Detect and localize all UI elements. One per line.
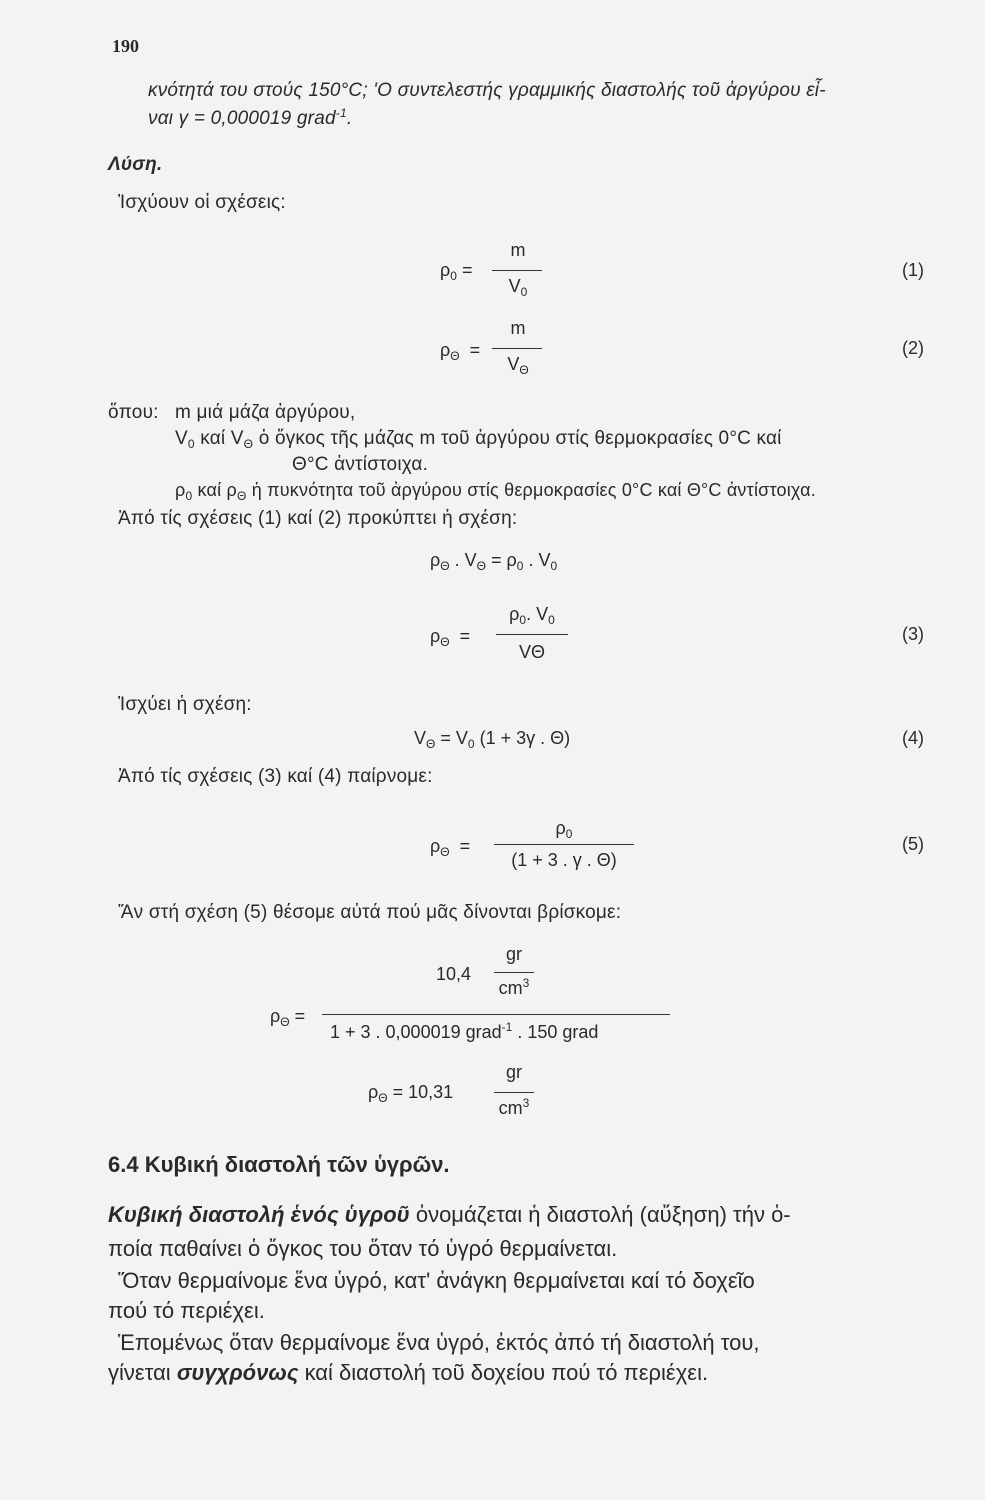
where-line-3: Θ°C ἀντίστοιχα.	[292, 454, 429, 475]
from-relations-3-4: Ἀπό τίς σχέσεις (3) καί (4) παίρνομε:	[118, 766, 433, 787]
intro-line-2: ναι γ = 0,000019 grad$^{-1}$.	[148, 106, 353, 129]
page-number: 190	[112, 36, 139, 56]
where-label: ὅπου:	[108, 402, 159, 423]
where-line-2: $V_0$ καί $V_\Theta$ ὁ ὄγκος τῆς μάζας m τοῦ ἀργύρου στίς θερμοκρασίες 0°C καί	[175, 428, 782, 451]
definition-line-1: Κυβική διαστολή ἑνός ὑγροῦ ὀνομάζεται ἡ διαστολή (αὔξηση) τήν ὁ-	[108, 1202, 791, 1227]
intro-line-1: κνότητά του στούς 150°C; 'Ο συντελεστής γραμμικής διαστολής τοῦ ἀργύρου εἶ-	[148, 80, 826, 101]
definition-line-2: ποία παθαίνει ὁ ὄγκος του ὅταν τό ὑγρό θερμαίνεται.	[108, 1236, 618, 1261]
holds-relation: Ἰσχύει ἡ σχέση:	[118, 694, 252, 715]
paragraph-2-line-2: πού τό περιέχει.	[108, 1298, 265, 1323]
section-title: 6.4 Κυβική διαστολή τῶν ὑγρῶν.	[108, 1152, 450, 1177]
relations-intro: Ἰσχύουν οἱ σχέσεις:	[118, 192, 286, 213]
equation-product: $\rho_\Theta$ . $V_\Theta = \rho_0$ . $V_0$	[430, 550, 558, 573]
paragraph-2-line-1: Ὅταν θερμαίνομε ἕνα ὑγρό, κατ' ἀνάγκη θερμαίνεται καί τό δοχεῖο	[118, 1268, 755, 1293]
solution-label: Λύση.	[108, 154, 163, 175]
where-line-1: m μιά μάζα ἀργύρου,	[175, 402, 356, 423]
from-relations-1-2: Ἀπό τίς σχέσεις (1) καί (2) προκύπτει ἡ σχέση:	[118, 508, 518, 529]
where-line-4: $\rho_0$ καί $\rho_\Theta$ ἡ πυκνότητα τοῦ ἀργύρου στίς θερμοκρασίες 0°C καί Θ°C ἀντίστοιχα.	[175, 480, 816, 503]
paragraph-3-line-2: γίνεται συγχρόνως καί διαστολή τοῦ δοχείου πού τό περιέχει.	[108, 1360, 709, 1385]
substitute-text: Ἄν στή σχέση (5) θέσομε αὐτά πού μᾶς δίνονται βρίσκομε:	[118, 902, 622, 923]
paragraph-3-line-1: Ἑπομένως ὅταν θερμαίνομε ἕνα ὑγρό, ἐκτός ἀπό τή διαστολή του,	[118, 1330, 760, 1355]
